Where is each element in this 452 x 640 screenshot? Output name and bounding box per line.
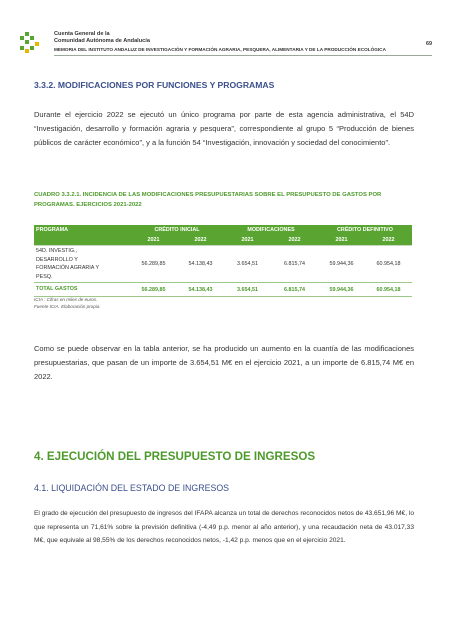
programa-cell <box>34 246 130 283</box>
memoria-title: MEMORIA DEL INSTITUTO ANDALUZ DE INVESTIGACIÓN Y FORMACIÓN AGRARIA, PESQUERA, ALIMENTARIA Y DE LA PRODUCCIÓN ECOLÓGICA <box>54 47 386 52</box>
programa-line: FORMACIÓN AGRARIA Y <box>36 265 100 271</box>
header-year: 2021 <box>224 235 271 246</box>
header-year: 2022 <box>271 235 318 246</box>
section-332-heading: 3.3.2. MODIFICACIONES POR FUNCIONES Y PROGRAMAS <box>34 80 275 90</box>
institution-line-2: Comunidad Autónoma de Andalucía <box>54 38 150 44</box>
header-programa: PROGRAMA <box>34 225 130 235</box>
value-cell: 59.944,36 <box>318 246 365 283</box>
section-41-paragraph: El grado de ejecución del presupuesto de ingresos del IFAPA alcanza un total de derechos reconocidos netos de 43.651,96 M€, lo que representa un 71,61% sobre la previsión definitiva (-4,49 p.p. menor al año anterior), y una recaudación neta de 43.017,33 M€, que equivale al 98,55% de los derechos reconocidos netos, -1,42 p.p. menos que en el ejercicio 2021. <box>34 510 415 544</box>
value-cell: 60.954,18 <box>365 246 412 283</box>
cuadro-title: CUADRO 3.3.2.1. INCIDENCIA DE LAS MODIFICACIONES PRESUPUESTARIAS SOBRE EL PRESUPUESTO DE GASTOS POR PROGRAMAS. EJERCICIOS 2021-2022 <box>34 192 382 208</box>
table-note-units: ICIA : Cifras en miles de euros. <box>34 297 98 302</box>
header-credito-inicial: CRÉDITO INICIAL <box>130 225 224 235</box>
junta-andalucia-logo-icon <box>20 30 46 56</box>
header-divider <box>54 55 432 56</box>
header-credito-definitivo: CRÉDITO DEFINITIVO <box>318 225 412 235</box>
value-cell: 54.138,43 <box>177 246 224 283</box>
table-years-row <box>34 235 412 246</box>
value-cell: 3.654,51 <box>224 246 271 283</box>
table-header-row <box>34 225 412 235</box>
programa-line: 54D. INVESTIG., <box>36 248 78 254</box>
header-year: 2022 <box>365 235 412 246</box>
value-cell: 6.815,74 <box>271 246 318 283</box>
programa-line: DESARROLLO Y <box>36 256 78 263</box>
total-cell: 3.654,51 <box>224 283 271 297</box>
table-note-source: Fuente ICIA. Elaboración propia <box>34 304 100 309</box>
programa-line: PESQ. <box>36 273 53 280</box>
header-year: 2021 <box>318 235 365 246</box>
value-cell: 56.289,85 <box>130 246 177 283</box>
section-4-heading: 4. EJECUCIÓN DEL PRESUPUESTO DE INGRESOS <box>34 450 316 463</box>
analysis-paragraph: Como se puede observar en la tabla anterior, se ha producido un aumento en la cuantía de las modificaciones presupuestarias, que pasan de un importe de 3.654,51 M€ en el ejercicio 2021, a un importe de 6.815,74 M€ en 2022. <box>34 344 414 381</box>
header-empty <box>34 235 130 246</box>
table-row <box>34 246 412 283</box>
header-year: 2021 <box>130 235 177 246</box>
total-cell: 6.815,74 <box>271 283 318 297</box>
section-41-heading: 4.1. LIQUIDACIÓN DEL ESTADO DE INGRESOS <box>34 483 230 493</box>
page-number: 69 <box>426 41 432 47</box>
total-cell: 54.138,43 <box>177 283 224 297</box>
total-cell: 60.954,18 <box>365 283 412 297</box>
section-332-paragraph: Durante el ejercicio 2022 se ejecutó un único programa por parte de esta agencia administrativa, el 54D “Investigación, desarrollo y formación agraria y pesquera”, correspondiente al grupo 5 “Producción de bienes públicos de carácter económico”, y a la función 54 “Investigación, innovación y sociedad del conocimiento”. <box>34 110 414 147</box>
total-cell: 56.289,85 <box>130 283 177 297</box>
header-year: 2022 <box>177 235 224 246</box>
total-cell: 59.944,36 <box>318 283 365 297</box>
budget-modifications-table <box>34 225 412 297</box>
total-label: TOTAL GASTOS <box>34 283 130 297</box>
table-total-row <box>34 283 412 297</box>
header-modificaciones: MODIFICACIONES <box>224 225 318 235</box>
institution-line-1: Cuenta General de la <box>54 31 110 37</box>
